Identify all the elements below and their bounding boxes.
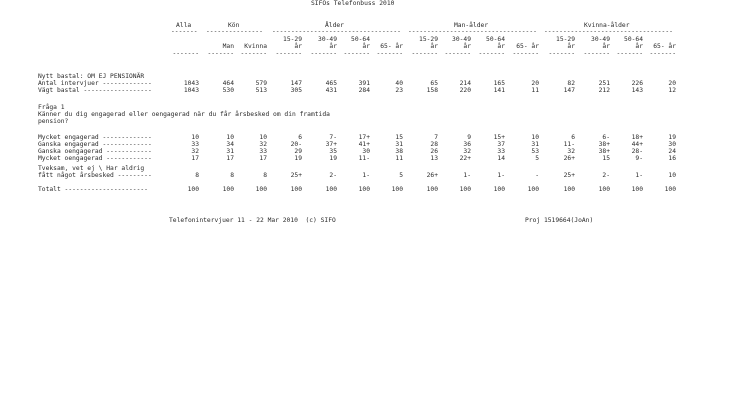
subheader-bottom: 65- år: [653, 43, 676, 50]
tveksam-value: 8: [230, 172, 234, 179]
subheader-bottom: år: [463, 43, 471, 50]
answer-row-value: 34: [226, 141, 234, 148]
base-row-value: 143: [631, 87, 643, 94]
answer-row-value: 24: [668, 148, 676, 155]
group-rule-man-alder: ----------------------------------: [408, 28, 537, 35]
column-rule: -------: [444, 50, 471, 57]
base-heading: Nytt bastal: OM EJ PENSIONÄR: [38, 73, 145, 80]
subheader-top: 15-29: [419, 36, 438, 43]
subheader-bottom: år: [430, 43, 438, 50]
total-value: 100: [222, 186, 234, 193]
subheader-bottom: år: [329, 43, 337, 50]
answer-row-value: 10: [531, 134, 539, 141]
base-row-label: Vägt bastal ------------------: [38, 87, 152, 94]
answer-row-value: 22+: [459, 155, 471, 162]
subheader-top: 30-49: [318, 36, 337, 43]
question-text-line2: pension?: [38, 118, 69, 125]
tveksam-value: 8: [195, 172, 199, 179]
tveksam-value: 1-: [635, 172, 643, 179]
answer-row-value: 30: [668, 141, 676, 148]
subheader-top: 50-64: [351, 36, 370, 43]
answer-row-label: Ganska engagerad -------------: [38, 141, 152, 148]
total-value: 100: [391, 186, 403, 193]
total-value: 100: [187, 186, 199, 193]
base-row-value: 391: [358, 80, 370, 87]
tveksam-value: 1-: [497, 172, 505, 179]
base-row-value: 82: [567, 80, 575, 87]
answer-row-value: 38: [395, 148, 403, 155]
column-rule: -------: [616, 50, 643, 57]
answer-row-value: 7-: [329, 134, 337, 141]
base-row-value: 65: [430, 80, 438, 87]
subheader-top: 30-49: [591, 36, 610, 43]
answer-row-value: 29: [294, 148, 302, 155]
subheader-bottom: år: [567, 43, 575, 50]
base-row-value: 214: [459, 80, 471, 87]
base-row-value: 1043: [183, 87, 199, 94]
answer-row-value: 16: [668, 155, 676, 162]
answer-row-value: 15: [395, 134, 403, 141]
tveksam-value: 25+: [290, 172, 302, 179]
total-value: 100: [426, 186, 438, 193]
tveksam-value: 8: [263, 172, 267, 179]
base-row-value: 251: [598, 80, 610, 87]
answer-row-value: 28-: [631, 148, 643, 155]
answer-row-value: 20-: [290, 141, 302, 148]
total-value: 100: [527, 186, 539, 193]
column-rule: -------: [512, 50, 539, 57]
answer-row-value: 11-: [358, 155, 370, 162]
answer-row-value: 15: [602, 155, 610, 162]
answer-row-value: 10: [259, 134, 267, 141]
base-row-value: 147: [290, 80, 302, 87]
base-row-value: 530: [222, 87, 234, 94]
subheader-bottom: 65- år: [516, 43, 539, 50]
answer-row-value: 10: [226, 134, 234, 141]
column-rule: -------: [240, 50, 267, 57]
question-text-line1: Känner du dig engagerad eller oengagerad när du får årsbesked om din framtida: [38, 111, 330, 118]
tveksam-value: 1-: [463, 172, 471, 179]
answer-row-value: 44+: [631, 141, 643, 148]
tveksam-value: 26+: [426, 172, 438, 179]
answer-row-value: 6: [298, 134, 302, 141]
answer-row-value: 30: [362, 148, 370, 155]
column-rule: -------: [376, 50, 403, 57]
answer-row-value: 6: [571, 134, 575, 141]
answer-row-value: 33: [497, 148, 505, 155]
answer-row-value: 32: [259, 141, 267, 148]
base-row-value: 305: [290, 87, 302, 94]
answer-row-value: 17: [259, 155, 267, 162]
tveksam-value: 10: [668, 172, 676, 179]
answer-row-value: 32: [463, 148, 471, 155]
answer-row-value: 17: [191, 155, 199, 162]
answer-row-value: 5: [535, 155, 539, 162]
total-value: 100: [325, 186, 337, 193]
question-number: Fråga 1: [38, 104, 65, 111]
subheader-bottom: år: [602, 43, 610, 50]
answer-row-value: 10: [191, 134, 199, 141]
subheader-bottom: Man: [222, 43, 234, 50]
group-rule-kon: ---------------: [206, 28, 263, 35]
total-value: 100: [664, 186, 676, 193]
answer-row-value: 13: [430, 155, 438, 162]
tveksam-value: 25+: [563, 172, 575, 179]
answer-row-value: 26: [430, 148, 438, 155]
answer-row-value: 14: [497, 155, 505, 162]
answer-row-value: 9: [467, 134, 471, 141]
answer-row-value: 37: [497, 141, 505, 148]
subheader-bottom: Kvinna: [244, 43, 267, 50]
answer-row-value: 7: [434, 134, 438, 141]
total-label: Totalt ----------------------: [38, 186, 148, 193]
base-row-value: 464: [222, 80, 234, 87]
column-rule: -------: [583, 50, 610, 57]
base-row-value: 284: [358, 87, 370, 94]
answer-row-value: 26+: [563, 155, 575, 162]
group-header-alla: Alla: [176, 22, 192, 29]
group-rule-kvinna-alder: ----------------------------------: [544, 28, 673, 35]
answer-row-value: 38+: [598, 148, 610, 155]
column-rule: -------: [343, 50, 370, 57]
report-title: SIFOs Telefonbuss 2010: [311, 0, 395, 7]
column-rule: -------: [172, 50, 199, 57]
answer-row-value: 32: [191, 148, 199, 155]
group-rule-alder: ----------------------------------: [272, 28, 401, 35]
answer-row-label: Mycket engagerad -------------: [38, 134, 152, 141]
subheader-top: 15-29: [556, 36, 575, 43]
answer-row-label: Ganska oengagerad ------------: [38, 148, 152, 155]
base-row-value: 1043: [183, 80, 199, 87]
subheader-top: 30-49: [452, 36, 471, 43]
subheader-top: 15-29: [283, 36, 302, 43]
tveksam-value: -: [535, 172, 539, 179]
answer-row-value: 31: [226, 148, 234, 155]
base-row-value: 579: [255, 80, 267, 87]
column-rule: -------: [649, 50, 676, 57]
base-row-value: 465: [325, 80, 337, 87]
base-row-value: 20: [531, 80, 539, 87]
answer-row-value: 6-: [602, 134, 610, 141]
base-row-value: 431: [325, 87, 337, 94]
column-rule: -------: [411, 50, 438, 57]
answer-row-label: Mycket oengagerad ------------: [38, 155, 152, 162]
answer-row-value: 17+: [358, 134, 370, 141]
answer-row-value: 35: [329, 148, 337, 155]
subheader-bottom: år: [635, 43, 643, 50]
base-row-value: 165: [493, 80, 505, 87]
answer-row-value: 17: [226, 155, 234, 162]
total-value: 100: [255, 186, 267, 193]
base-row-value: 23: [395, 87, 403, 94]
answer-row-value: 32: [567, 148, 575, 155]
group-header-kvinna-alder: Kvinna-ålder: [584, 22, 630, 29]
column-rule: -------: [548, 50, 575, 57]
subheader-top: 50-64: [486, 36, 505, 43]
answer-row-value: 36: [463, 141, 471, 148]
subheader-bottom: 65- år: [380, 43, 403, 50]
base-row-value: 11: [531, 87, 539, 94]
total-value: 100: [563, 186, 575, 193]
answer-row-value: 9-: [635, 155, 643, 162]
group-rule-alla: -------: [171, 28, 198, 35]
tveksam-value: 2-: [329, 172, 337, 179]
answer-row-value: 33: [259, 148, 267, 155]
base-row-value: 212: [598, 87, 610, 94]
answer-row-value: 19: [294, 155, 302, 162]
subheader-bottom: år: [497, 43, 505, 50]
total-value: 100: [358, 186, 370, 193]
answer-row-value: 33: [191, 141, 199, 148]
tveksam-value: 2-: [602, 172, 610, 179]
answer-row-value: 11-: [563, 141, 575, 148]
total-value: 100: [493, 186, 505, 193]
answer-row-value: 38+: [598, 141, 610, 148]
answer-row-value: 15+: [493, 134, 505, 141]
base-row-value: 147: [563, 87, 575, 94]
group-header-man-alder: Man-ålder: [454, 22, 489, 29]
total-value: 100: [631, 186, 643, 193]
base-row-value: 40: [395, 80, 403, 87]
subheader-bottom: år: [362, 43, 370, 50]
base-row-value: 226: [631, 80, 643, 87]
base-row-label: Antal intervjuer -------------: [38, 80, 152, 87]
answer-row-value: 37+: [325, 141, 337, 148]
answer-row-value: 31: [531, 141, 539, 148]
tveksam-label-line1: Tveksam, vet ej \ Har aldrig: [38, 165, 145, 172]
column-rule: -------: [310, 50, 337, 57]
total-value: 100: [459, 186, 471, 193]
base-row-value: 513: [255, 87, 267, 94]
tveksam-value: 1-: [362, 172, 370, 179]
base-row-value: 158: [426, 87, 438, 94]
base-row-value: 141: [493, 87, 505, 94]
answer-row-value: 28: [430, 141, 438, 148]
footer-right: Proj 1519664(JoAn): [525, 217, 594, 224]
answer-row-value: 41+: [358, 141, 370, 148]
tveksam-label: fått något årsbesked ---------: [38, 172, 152, 179]
answer-row-value: 11: [395, 155, 403, 162]
answer-row-value: 31: [395, 141, 403, 148]
subheader-top: 50-64: [624, 36, 643, 43]
column-rule: -------: [207, 50, 234, 57]
base-row-value: 220: [459, 87, 471, 94]
answer-row-value: 18+: [631, 134, 643, 141]
answer-row-value: 19: [668, 134, 676, 141]
total-value: 100: [290, 186, 302, 193]
tveksam-value: 5: [399, 172, 403, 179]
base-row-value: 20: [668, 80, 676, 87]
footer-left: Telefonintervjuer 11 - 22 Mar 2010 (c) SIFO: [169, 217, 336, 224]
total-value: 100: [598, 186, 610, 193]
base-row-value: 12: [668, 87, 676, 94]
answer-row-value: 19: [329, 155, 337, 162]
column-rule: -------: [275, 50, 302, 57]
column-rule: -------: [478, 50, 505, 57]
group-header-kon: Kön: [228, 22, 240, 29]
group-header-alder: Ålder: [325, 22, 344, 29]
subheader-bottom: år: [294, 43, 302, 50]
answer-row-value: 53: [531, 148, 539, 155]
